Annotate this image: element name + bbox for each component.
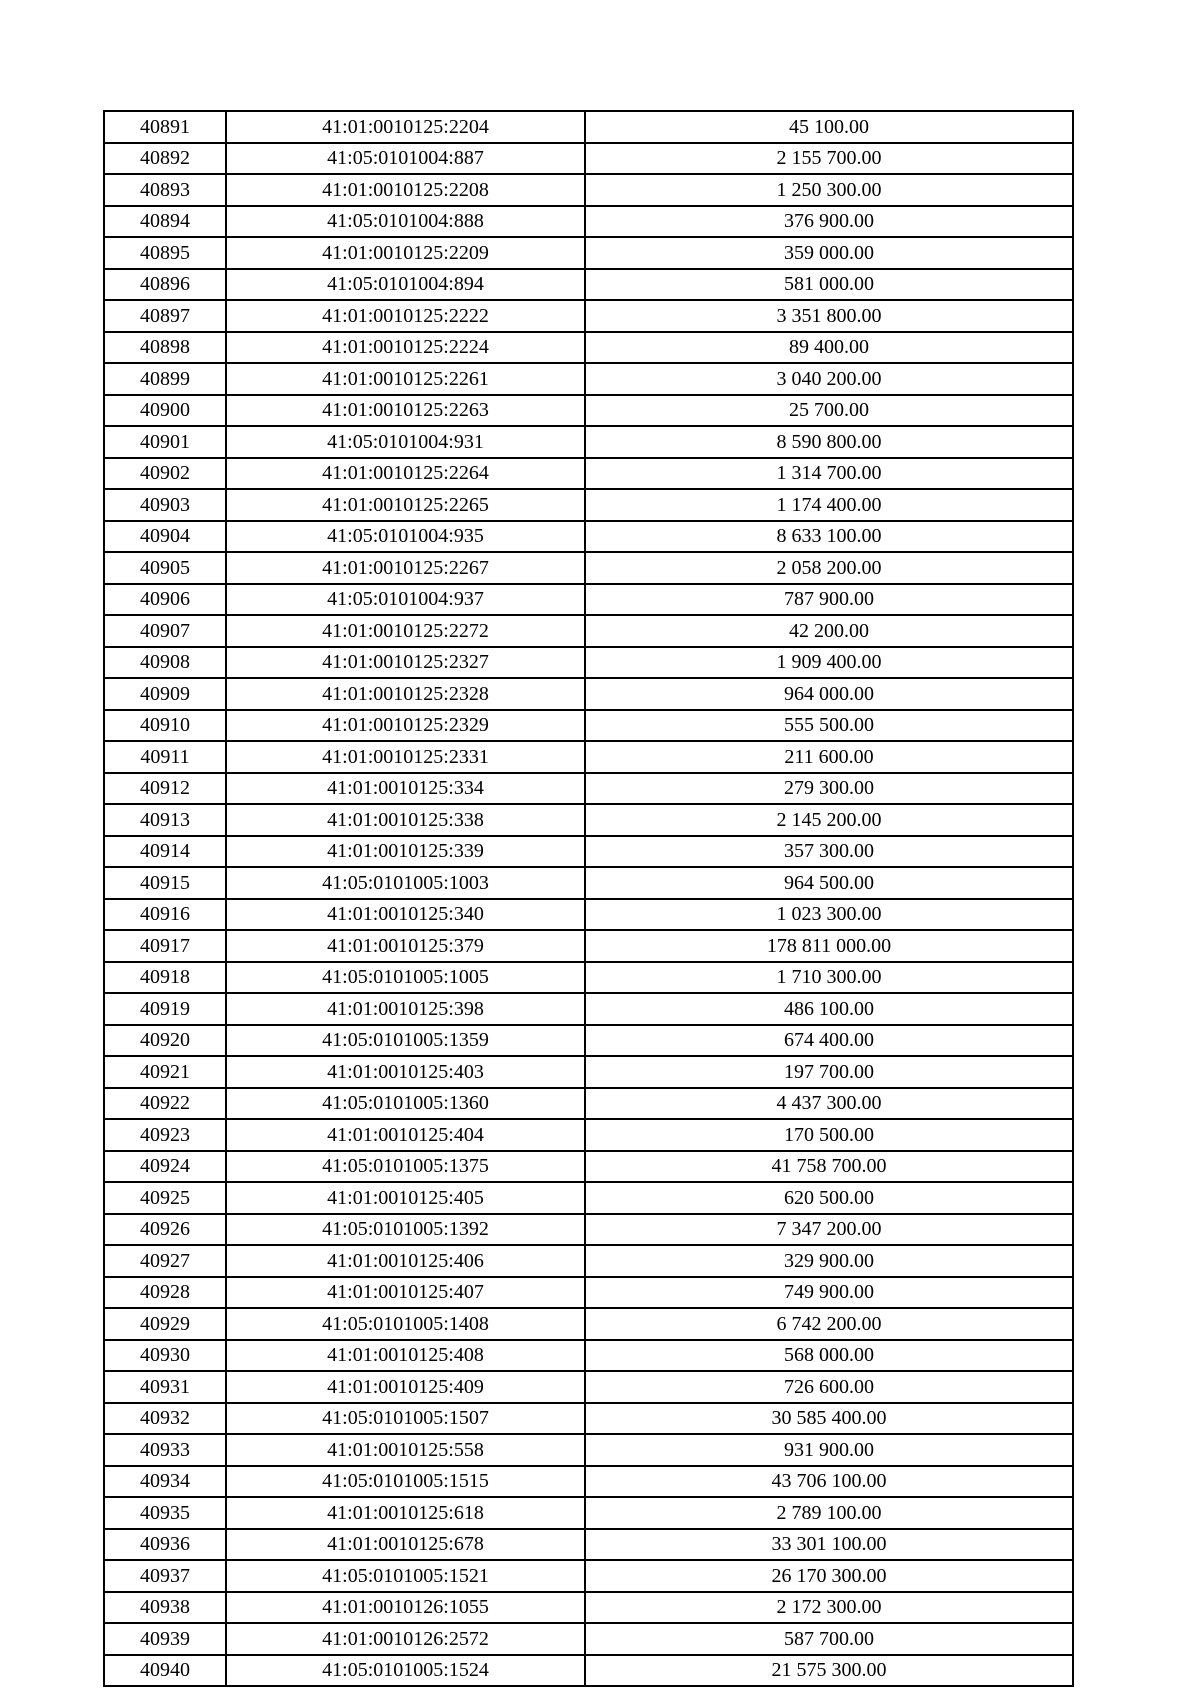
table-row [104,395,1073,427]
value-cell: 25 700.00 [585,395,1073,427]
value-cell: 4 437 300.00 [585,1088,1073,1120]
cadastral-number-cell: 41:01:0010125:2204 [226,111,585,143]
row-number-cell: 40924 [104,1151,226,1183]
table-row [104,332,1073,364]
table-row [104,678,1073,710]
row-number-cell: 40895 [104,237,226,269]
value-cell: 6 742 200.00 [585,1308,1073,1340]
table-row [104,899,1073,931]
row-number-cell: 40905 [104,552,226,584]
table-row [104,993,1073,1025]
table-row [104,1151,1073,1183]
row-number-cell: 40919 [104,993,226,1025]
cadastral-number-cell: 41:01:0010125:2331 [226,741,585,773]
cadastral-number-cell: 41:05:0101004:931 [226,426,585,458]
value-cell: 1 909 400.00 [585,647,1073,679]
row-number-cell: 40935 [104,1497,226,1529]
cadastral-number-cell: 41:05:0101005:1359 [226,1025,585,1057]
cadastral-number-cell: 41:01:0010125:2327 [226,647,585,679]
cadastral-number-cell: 41:01:0010125:404 [226,1119,585,1151]
table-row [104,1623,1073,1655]
row-number-cell: 40940 [104,1655,226,1687]
value-cell: 787 900.00 [585,584,1073,616]
cadastral-number-cell: 41:05:0101005:1507 [226,1403,585,1435]
row-number-cell: 40933 [104,1434,226,1466]
value-cell: 43 706 100.00 [585,1466,1073,1498]
table-row [104,363,1073,395]
value-cell: 170 500.00 [585,1119,1073,1151]
cadastral-number-cell: 41:01:0010125:2267 [226,552,585,584]
table-row [104,1466,1073,1498]
cadastral-number-cell: 41:05:0101004:887 [226,143,585,175]
value-cell: 555 500.00 [585,710,1073,742]
cadastral-number-cell: 41:05:0101005:1392 [226,1214,585,1246]
row-number-cell: 40891 [104,111,226,143]
row-number-cell: 40916 [104,899,226,931]
row-number-cell: 40909 [104,678,226,710]
cadastral-number-cell: 41:01:0010125:2328 [226,678,585,710]
cadastral-number-cell: 41:05:0101005:1003 [226,867,585,899]
value-cell: 568 000.00 [585,1340,1073,1372]
value-cell: 197 700.00 [585,1056,1073,1088]
table-row [104,1497,1073,1529]
row-number-cell: 40928 [104,1277,226,1309]
table-row [104,1529,1073,1561]
value-cell: 726 600.00 [585,1371,1073,1403]
cadastral-number-cell: 41:01:0010125:2209 [226,237,585,269]
value-cell: 2 058 200.00 [585,552,1073,584]
row-number-cell: 40892 [104,143,226,175]
table-row [104,489,1073,521]
table-row [104,269,1073,301]
row-number-cell: 40925 [104,1182,226,1214]
row-number-cell: 40912 [104,773,226,805]
table-row [104,1308,1073,1340]
table-row [104,206,1073,238]
cadastral-number-cell: 41:01:0010125:405 [226,1182,585,1214]
table-row [104,1119,1073,1151]
value-cell: 376 900.00 [585,206,1073,238]
table-row [104,552,1073,584]
value-cell: 21 575 300.00 [585,1655,1073,1687]
table-row [104,615,1073,647]
value-cell: 2 789 100.00 [585,1497,1073,1529]
row-number-cell: 40936 [104,1529,226,1561]
value-cell: 674 400.00 [585,1025,1073,1057]
row-number-cell: 40932 [104,1403,226,1435]
value-cell: 3 040 200.00 [585,363,1073,395]
value-cell: 2 172 300.00 [585,1592,1073,1624]
row-number-cell: 40896 [104,269,226,301]
table-row [104,867,1073,899]
table-row [104,1025,1073,1057]
cadastral-number-cell: 41:05:0101005:1375 [226,1151,585,1183]
cadastral-number-cell: 41:01:0010125:403 [226,1056,585,1088]
cadastral-number-cell: 41:01:0010125:618 [226,1497,585,1529]
cadastral-number-cell: 41:05:0101005:1408 [226,1308,585,1340]
row-number-cell: 40908 [104,647,226,679]
value-cell: 1 023 300.00 [585,899,1073,931]
table-row [104,237,1073,269]
cadastral-number-cell: 41:01:0010125:406 [226,1245,585,1277]
cadastral-number-cell: 41:01:0010125:398 [226,993,585,1025]
row-number-cell: 40907 [104,615,226,647]
cadastral-number-cell: 41:01:0010126:1055 [226,1592,585,1624]
row-number-cell: 40903 [104,489,226,521]
table-row [104,1088,1073,1120]
value-cell: 2 145 200.00 [585,804,1073,836]
row-number-cell: 40897 [104,300,226,332]
cadastral-number-cell: 41:01:0010125:334 [226,773,585,805]
cadastral-number-cell: 41:05:0101004:937 [226,584,585,616]
table-row [104,584,1073,616]
row-number-cell: 40930 [104,1340,226,1372]
table-row [104,1655,1073,1687]
value-cell: 749 900.00 [585,1277,1073,1309]
cadastral-number-cell: 41:01:0010125:2208 [226,174,585,206]
table-row [104,1214,1073,1246]
row-number-cell: 40893 [104,174,226,206]
value-cell: 587 700.00 [585,1623,1073,1655]
cadastral-number-cell: 41:05:0101004:888 [226,206,585,238]
cadastral-number-cell: 41:01:0010125:2263 [226,395,585,427]
table-row [104,1592,1073,1624]
cadastral-number-cell: 41:01:0010125:678 [226,1529,585,1561]
value-cell: 964 500.00 [585,867,1073,899]
row-number-cell: 40894 [104,206,226,238]
value-cell: 1 174 400.00 [585,489,1073,521]
row-number-cell: 40923 [104,1119,226,1151]
value-cell: 329 900.00 [585,1245,1073,1277]
value-cell: 964 000.00 [585,678,1073,710]
table-body [104,111,1073,1686]
table-row [104,773,1073,805]
value-cell: 33 301 100.00 [585,1529,1073,1561]
cadastral-number-cell: 41:01:0010125:407 [226,1277,585,1309]
row-number-cell: 40934 [104,1466,226,1498]
cadastral-number-cell: 41:01:0010125:339 [226,836,585,868]
row-number-cell: 40899 [104,363,226,395]
value-cell: 1 314 700.00 [585,458,1073,490]
table-row [104,1371,1073,1403]
table-row [104,1560,1073,1592]
value-cell: 581 000.00 [585,269,1073,301]
table-row [104,930,1073,962]
table-row [104,962,1073,994]
value-cell: 178 811 000.00 [585,930,1073,962]
cadastral-value-table [103,110,1074,1687]
row-number-cell: 40918 [104,962,226,994]
row-number-cell: 40902 [104,458,226,490]
row-number-cell: 40920 [104,1025,226,1057]
cadastral-number-cell: 41:05:0101005:1524 [226,1655,585,1687]
value-cell: 2 155 700.00 [585,143,1073,175]
value-cell: 8 590 800.00 [585,426,1073,458]
cadastral-number-cell: 41:01:0010125:2224 [226,332,585,364]
row-number-cell: 40917 [104,930,226,962]
row-number-cell: 40915 [104,867,226,899]
table-row [104,1182,1073,1214]
table-row [104,1056,1073,1088]
value-cell: 620 500.00 [585,1182,1073,1214]
row-number-cell: 40906 [104,584,226,616]
row-number-cell: 40913 [104,804,226,836]
cadastral-number-cell: 41:01:0010125:340 [226,899,585,931]
value-cell: 486 100.00 [585,993,1073,1025]
cadastral-number-cell: 41:01:0010126:2572 [226,1623,585,1655]
cadastral-number-cell: 41:01:0010125:409 [226,1371,585,1403]
row-number-cell: 40926 [104,1214,226,1246]
cadastral-number-cell: 41:01:0010125:2261 [226,363,585,395]
value-cell: 211 600.00 [585,741,1073,773]
value-cell: 931 900.00 [585,1434,1073,1466]
cadastral-number-cell: 41:01:0010125:2265 [226,489,585,521]
table-row [104,426,1073,458]
cadastral-number-cell: 41:05:0101005:1360 [226,1088,585,1120]
value-cell: 45 100.00 [585,111,1073,143]
row-number-cell: 40921 [104,1056,226,1088]
cadastral-number-cell: 41:01:0010125:2272 [226,615,585,647]
table-row [104,1403,1073,1435]
table-row [104,521,1073,553]
row-number-cell: 40911 [104,741,226,773]
value-cell: 1 710 300.00 [585,962,1073,994]
table-row [104,804,1073,836]
value-cell: 30 585 400.00 [585,1403,1073,1435]
row-number-cell: 40900 [104,395,226,427]
value-cell: 42 200.00 [585,615,1073,647]
table-row [104,710,1073,742]
row-number-cell: 40927 [104,1245,226,1277]
cadastral-number-cell: 41:05:0101004:935 [226,521,585,553]
cadastral-number-cell: 41:01:0010125:2222 [226,300,585,332]
row-number-cell: 40914 [104,836,226,868]
cadastral-number-cell: 41:05:0101005:1005 [226,962,585,994]
value-cell: 41 758 700.00 [585,1151,1073,1183]
value-cell: 26 170 300.00 [585,1560,1073,1592]
cadastral-number-cell: 41:01:0010125:558 [226,1434,585,1466]
table-row [104,647,1073,679]
row-number-cell: 40901 [104,426,226,458]
row-number-cell: 40898 [104,332,226,364]
value-cell: 1 250 300.00 [585,174,1073,206]
table-row [104,300,1073,332]
table-row [104,174,1073,206]
row-number-cell: 40929 [104,1308,226,1340]
row-number-cell: 40910 [104,710,226,742]
table-row [104,111,1073,143]
row-number-cell: 40938 [104,1592,226,1624]
table-row [104,836,1073,868]
cadastral-number-cell: 41:01:0010125:379 [226,930,585,962]
row-number-cell: 40939 [104,1623,226,1655]
cadastral-number-cell: 41:01:0010125:408 [226,1340,585,1372]
table-row [104,1434,1073,1466]
value-cell: 357 300.00 [585,836,1073,868]
table-row [104,458,1073,490]
row-number-cell: 40931 [104,1371,226,1403]
value-cell: 3 351 800.00 [585,300,1073,332]
cadastral-number-cell: 41:05:0101005:1515 [226,1466,585,1498]
table-row [104,1277,1073,1309]
row-number-cell: 40937 [104,1560,226,1592]
table-row [104,1340,1073,1372]
value-cell: 359 000.00 [585,237,1073,269]
table-row [104,143,1073,175]
cadastral-number-cell: 41:01:0010125:338 [226,804,585,836]
value-cell: 89 400.00 [585,332,1073,364]
row-number-cell: 40922 [104,1088,226,1120]
cadastral-number-cell: 41:01:0010125:2264 [226,458,585,490]
value-cell: 279 300.00 [585,773,1073,805]
row-number-cell: 40904 [104,521,226,553]
value-cell: 8 633 100.00 [585,521,1073,553]
cadastral-number-cell: 41:05:0101005:1521 [226,1560,585,1592]
table-row [104,1245,1073,1277]
cadastral-number-cell: 41:05:0101004:894 [226,269,585,301]
cadastral-number-cell: 41:01:0010125:2329 [226,710,585,742]
table-row [104,741,1073,773]
value-cell: 7 347 200.00 [585,1214,1073,1246]
